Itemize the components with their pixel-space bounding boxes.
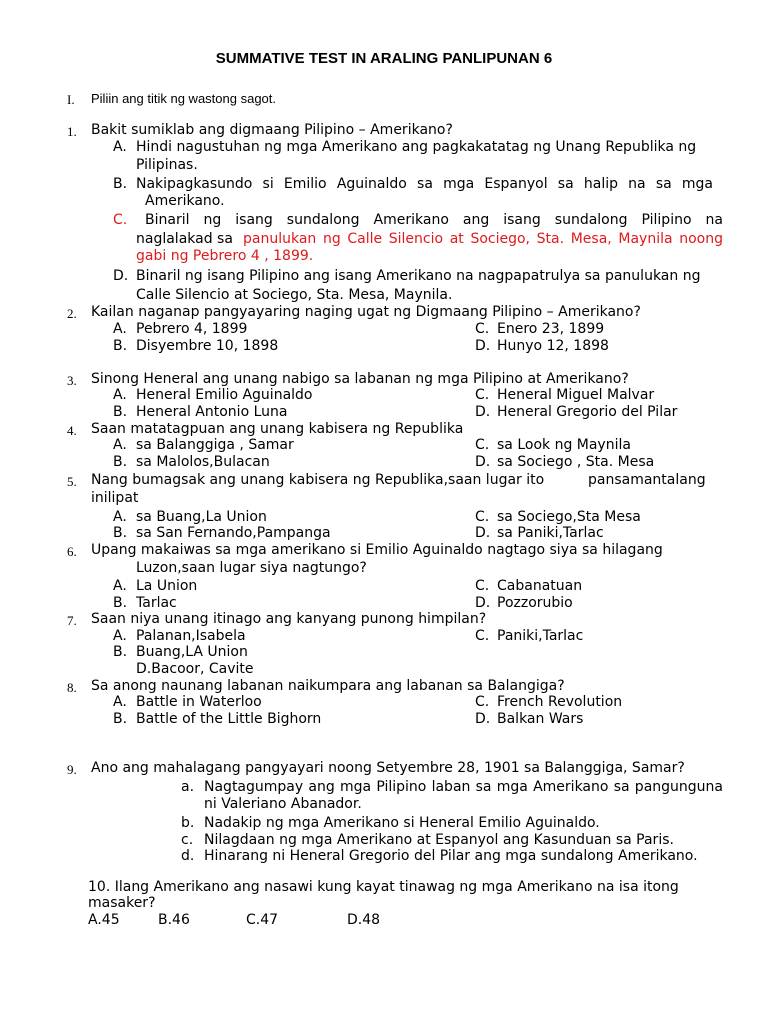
option-label: D. [475, 711, 491, 727]
option-text: French Revolution [497, 694, 623, 710]
option-label: C. [475, 578, 490, 594]
option-label: a. [181, 779, 195, 795]
option-text: sa Buang,La Union [136, 509, 267, 525]
option-text: Pebrero 4, 1899 [136, 321, 248, 337]
option-text: La Union [136, 578, 198, 594]
option-label: A. [113, 437, 127, 453]
question-number: 7. [67, 613, 77, 628]
option-label: B. [113, 644, 128, 660]
question-number: 5. [67, 474, 77, 489]
option-label: A. [113, 578, 127, 594]
page-title: SUMMATIVE TEST IN ARALING PANLIPUNAN 6 [215, 50, 553, 67]
option-text: Pozzorubio [497, 595, 573, 611]
question-text: Saan niya unang itinago ang kanyang punong himpilan? [91, 611, 487, 627]
question-text: pansamantalang [588, 472, 706, 488]
option-text-highlight: panulukan ng Calle Silencio at Sociego, Sta. Mesa, Maynila noong [243, 231, 723, 247]
option-text: Pilipinas. [136, 157, 198, 173]
option-label: d. [181, 848, 195, 864]
option-text: sa Look ng Maynila [497, 437, 631, 453]
question-text: Ano ang mahalagang pangyayari noong Setyembre 28, 1901 sa Balanggiga, Samar? [91, 760, 685, 776]
option-label: D. [475, 404, 491, 420]
option-text: Nadakip ng mga Amerikano si Heneral Emilio Aguinaldo. [204, 815, 600, 831]
option-text: ni Valeriano Abanador. [204, 796, 362, 812]
option-label: D. [475, 595, 491, 611]
option-text: D.Bacoor, Cavite [136, 661, 254, 677]
option-text-highlight: gabi ng Pebrero 4 , 1899. [136, 248, 314, 264]
option-text: A.45 [88, 912, 120, 928]
question-number: 2. [67, 306, 77, 321]
option-label: A. [113, 509, 127, 525]
part-numeral: I. [67, 92, 75, 107]
option-text: Hunyo 12, 1898 [497, 338, 609, 354]
option-label: A. [113, 694, 127, 710]
option-label: B. [113, 525, 128, 541]
question-number: 6. [67, 544, 77, 559]
option-label: C. [475, 437, 490, 453]
option-text: sa Sociego , Sta. Mesa [497, 454, 655, 470]
option-text: Heneral Emilio Aguinaldo [136, 387, 313, 403]
question-number: 9. [67, 762, 77, 777]
option-label: C. [475, 321, 490, 337]
option-label: C. [475, 387, 490, 403]
option-text: Balkan Wars [497, 711, 584, 727]
question-text: Sa anong naunang labanan naikumpara ang labanan sa Balangiga? [91, 678, 565, 694]
option-text: Paniki,Tarlac [497, 628, 584, 644]
option-label: A. [113, 321, 127, 337]
option-label: b. [181, 815, 195, 831]
option-text: Nagtagumpay ang mga Pilipino laban sa mga Amerikano sa pangunguna [204, 779, 723, 795]
question-text: Bakit sumiklab ang digmaang Pilipino – Amerikano? [91, 122, 453, 138]
question-text: Kailan naganap pangyayaring naging ugat ng Digmaang Pilipino – Amerikano? [91, 304, 641, 320]
question-text: Upang makaiwas sa mga amerikano si Emilio Aguinaldo nagtago siya sa hilagang [91, 542, 663, 558]
option-text: Heneral Gregorio del Pilar [497, 404, 678, 420]
question-text: Nang bumagsak ang unang kabisera ng Republika,saan lugar ito [91, 472, 545, 488]
option-text: D.48 [347, 912, 381, 928]
option-text: Palanan,Isabela [136, 628, 246, 644]
option-label: c. [181, 832, 194, 848]
question-number: 1. [67, 124, 77, 139]
option-text: Binaril ng isang Pilipino ang isang Amerikano na nagpapatrulya sa panulukan ng [136, 268, 701, 284]
option-label: B. [113, 595, 128, 611]
option-text: Hindi nagustuhan ng mga Amerikano ang pagkakatatag ng Unang Republika ng [136, 139, 697, 155]
option-text: Heneral Antonio Luna [136, 404, 288, 420]
option-text: Binaril ng isang sundalong Amerikano ang isang sundalong Pilipino na [145, 212, 723, 228]
question-text: Saan matatagpuan ang unang kabisera ng Republika [91, 421, 464, 437]
option-label: B. [113, 454, 128, 470]
option-label-answer: C. [113, 212, 128, 228]
option-label: B. [113, 711, 128, 727]
option-label: B. [113, 338, 128, 354]
option-label: D. [475, 338, 491, 354]
option-label: D. [113, 268, 129, 284]
option-text: Nilagdaan ng mga Amerikano at Espanyol ang Kasunduan sa Paris. [204, 832, 674, 848]
option-label: D. [475, 454, 491, 470]
part-instruction: Piliin ang titik ng wastong sagot. [91, 91, 276, 106]
option-text: Buang,LA Union [136, 644, 248, 660]
option-label: D. [475, 525, 491, 541]
option-text: Cabanatuan [497, 578, 583, 594]
option-label: A. [113, 628, 127, 644]
option-text: sa Sociego,Sta Mesa [497, 509, 641, 525]
option-text: sa Balanggiga , Samar [136, 437, 294, 453]
option-text: Amerikano. [145, 193, 225, 209]
option-text: Nakipagkasundo si Emilio Aguinaldo sa mga Espanyol sa halip na sa mga [136, 176, 713, 192]
option-text: sa San Fernando,Pampanga [136, 525, 331, 541]
option-text: B.46 [158, 912, 190, 928]
option-text: Enero 23, 1899 [497, 321, 605, 337]
option-text: sa Malolos,Bulacan [136, 454, 270, 470]
option-text: Hinarang ni Heneral Gregorio del Pilar ang mga sundalong Amerikano. [204, 848, 698, 864]
option-text: Calle Silencio at Sociego, Sta. Mesa, Maynila. [136, 287, 453, 303]
option-text: Battle in Waterloo [136, 694, 262, 710]
option-text: Heneral Miguel Malvar [497, 387, 655, 403]
option-text: Disyembre 10, 1898 [136, 338, 279, 354]
option-text: C.47 [246, 912, 279, 928]
option-text: Tarlac [136, 595, 177, 611]
question-number: 4. [67, 423, 77, 438]
option-label: B. [113, 176, 128, 192]
option-text: naglalakad sa [136, 231, 233, 247]
question-text: 10. Ilang Amerikano ang nasawi kung kayat tinawag ng mga Amerikano na isa itong [88, 879, 679, 895]
question-text: inilipat [91, 490, 139, 506]
question-text: masaker? [88, 895, 156, 911]
option-label: A. [113, 387, 127, 403]
option-label: A. [113, 139, 127, 155]
option-text: Battle of the Little Bighorn [136, 711, 322, 727]
option-label: C. [475, 509, 490, 525]
option-label: B. [113, 404, 128, 420]
question-number: 8. [67, 680, 77, 695]
option-text: sa Paniki,Tarlac [497, 525, 604, 541]
option-label: C. [475, 628, 490, 644]
question-text: Sinong Heneral ang unang nabigo sa labanan ng mga Pilipino at Amerikano? [91, 371, 629, 387]
option-label: C. [475, 694, 490, 710]
question-text: Luzon,saan lugar siya nagtungo? [136, 560, 367, 576]
question-number: 3. [67, 373, 77, 388]
